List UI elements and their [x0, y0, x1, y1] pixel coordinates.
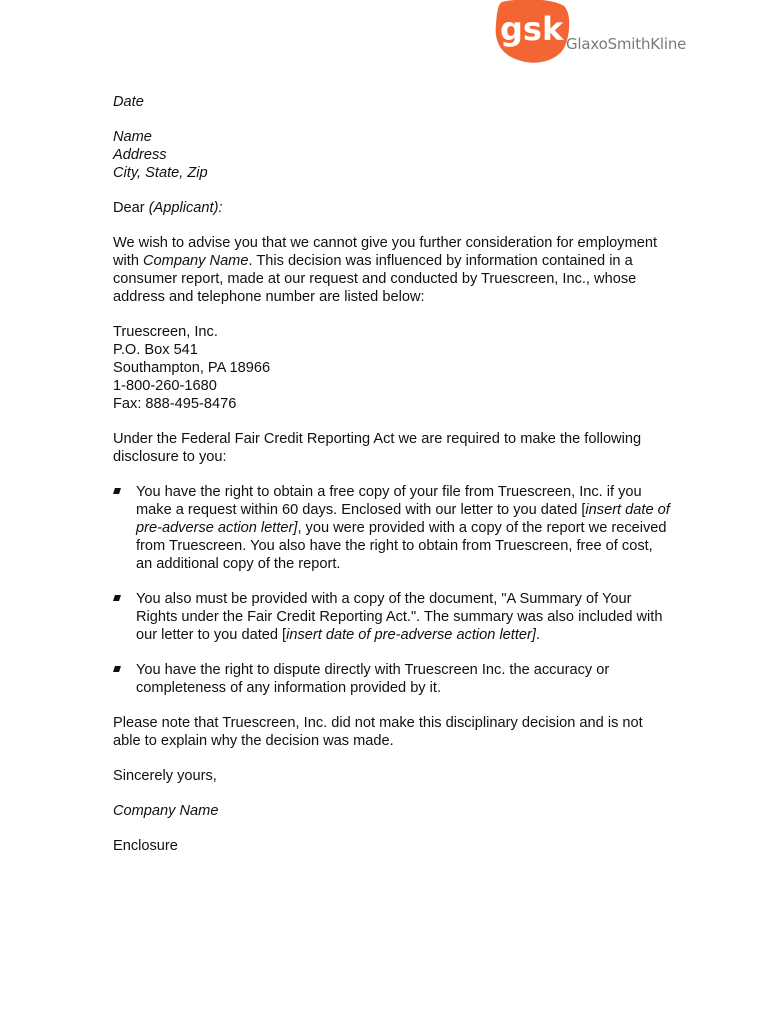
agency-address-block	[113, 323, 673, 413]
closing: Sincerely yours,	[113, 768, 217, 784]
list-item-italic: insert date of pre-adverse action letter]	[136, 502, 670, 536]
bullet-icon	[113, 666, 121, 672]
gsk-logo-mark	[494, 0, 570, 64]
letter-date: Date	[113, 94, 144, 110]
list-item	[113, 661, 673, 697]
paragraph-note: Please note that Truescreen, Inc. did not make this disciplinary decision and is not able to explain why the decision was made.	[113, 715, 643, 749]
list-item-text: You also must be provided with a copy of the document, "A Summary of Your Rights under the Fair Credit Reporting Act.". The summary was also included with our letter to you dated [	[136, 591, 663, 643]
paragraph-disclosure: Under the Federal Fair Credit Reporting Act we are required to make the following disclosure to you:	[113, 431, 642, 465]
recipient-block	[113, 128, 673, 182]
gsk-logo-wordmark: GlaxoSmithKline	[566, 35, 687, 53]
paragraph-decision-text-b: . This decision was influenced by information contained in a consumer report, made at our request and conducted by Truescreen, Inc., whose address and telephone number are listed below:	[113, 253, 637, 305]
list-item	[113, 483, 673, 573]
salutation-applicant: (Applicant):	[148, 200, 223, 216]
list-item-text: You have the right to dispute directly with Truescreen Inc. the accuracy or completeness of any information provided by it.	[136, 662, 610, 696]
list-item-text: You have the right to obtain a free copy of your file from Truescreen, Inc. if you make a request within 60 days. Enclosed with our letter to you dated [	[136, 484, 642, 518]
gsk-logo-mark-text: gsk	[500, 10, 564, 48]
salutation	[113, 199, 673, 217]
agency-fax: Fax: 888-495-8476	[113, 396, 237, 412]
bullet-icon	[113, 488, 121, 494]
bullet-icon	[113, 595, 121, 601]
salutation-prefix: Dear	[113, 200, 149, 216]
paragraph-decision-company: Company Name	[143, 253, 249, 269]
recipient-name: Name	[113, 129, 152, 145]
letter-body	[113, 93, 673, 855]
agency-name: Truescreen, Inc.	[113, 324, 218, 340]
disclosure-list	[113, 483, 673, 697]
list-item-text-end: .	[535, 627, 541, 643]
gsk-logo	[494, 0, 694, 64]
signature-company-name: Company Name	[113, 803, 219, 819]
list-item-text-end: , you were provided with a copy of the report we received from Truescreen. You also have the right to obtain from Truescreen, free of cost, an additional copy of the report.	[136, 520, 667, 572]
agency-po-box: P.O. Box 541	[113, 342, 198, 358]
recipient-address: Address	[113, 147, 167, 163]
agency-city: Southampton, PA 18966	[113, 360, 271, 376]
paragraph-decision	[113, 234, 673, 306]
recipient-city-state-zip: City, State, Zip	[113, 165, 208, 181]
enclosure-note: Enclosure	[113, 838, 178, 854]
list-item	[113, 590, 673, 644]
list-item-italic: insert date of pre-adverse action letter]	[286, 627, 536, 643]
agency-phone: 1-800-260-1680	[113, 378, 217, 394]
paragraph-decision-text-a: We wish to advise you that we cannot give you further consideration for employment with	[113, 235, 658, 269]
